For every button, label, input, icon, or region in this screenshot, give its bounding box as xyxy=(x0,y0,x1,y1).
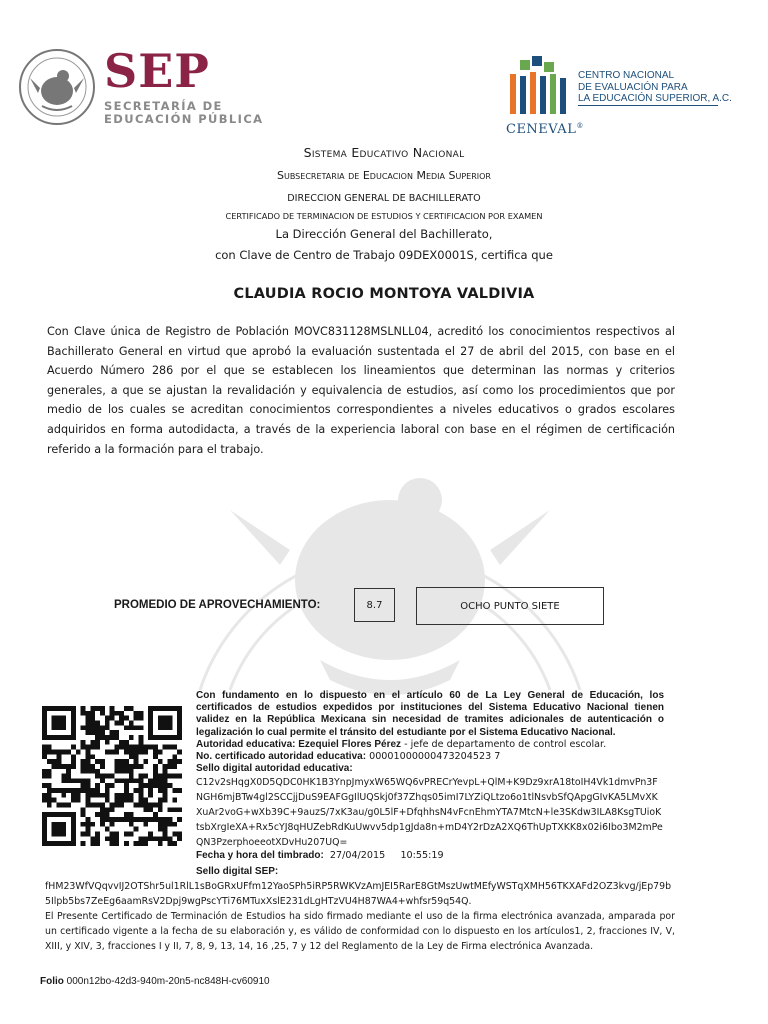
registered-mark: ® xyxy=(576,122,584,130)
folio-row xyxy=(40,976,270,987)
ceneval-logo-mark xyxy=(502,54,574,116)
no-certificado-value: 00001000000473204523 7 xyxy=(366,751,501,763)
folio-value: 000n12bo-42d3-940m-20n5-nc848H-cv60910 xyxy=(63,976,270,987)
ceneval-logo-word xyxy=(506,122,584,137)
legal-block xyxy=(196,690,664,863)
sep-logo-title: SEP xyxy=(104,44,210,98)
folio-label: Folio xyxy=(40,976,64,987)
no-certificado-label: No. certificado autoridad educativa: xyxy=(196,751,367,763)
heading-certifica: con Clave de Centro de Trabajo 09DEX0001S, certifica que xyxy=(215,248,553,262)
sello-autoridad-label: Sello digital autoridad educativa: xyxy=(196,763,353,775)
mexican-coat-of-arms-seal xyxy=(18,48,96,126)
sello-sep-label: Sello digital SEP: xyxy=(196,866,279,877)
ceneval-name-line-1: CENTRO NACIONAL xyxy=(578,70,675,81)
sello-autoridad-value: C12v2sHqgX0D5QDC0HK1B3YnpJmyxW65WQ6vPRECrYevpL+QlM+K9Dz9xrA18toIH4Vk1dmvPn3FNGH6mjBTw4gl2SCCjjDuS9EAFGgIlUQSkj0f37Zhqs05imI7LYZiQLtzo6o1tlNsvbSfQApgGIvKA5LMvXKXuAr2voG+wXb39C+9auzS/7xK3au/g0L5lF+DfqhhsN4vFcnEhmYTA7MtcN+le3SKdw3ILA8KsgTUioKtsbXrgIeXA+Rx5cYJ8qHUZebRdKuUwvv5dp1gJda8n+mD4Y2rDzA2XQ6ThUpTXKK8x02i6Ibo3M2mPeQN3PzerphoeeotXDvHu207UQ= xyxy=(196,777,663,849)
heading-issuer: La Dirección General del Bachillerato, xyxy=(275,227,493,241)
autoridad-educativa-row xyxy=(196,739,664,751)
fundamento-legal-text: Con fundamento en lo dispuesto en el artículo 60 de La Ley General de Educación, los certificados de estudios expedidos por instituciones del Sistema Educativo Nacional tienen validez en la República Mexicana sin necesidad de tramites adicionales de autenticación o legalización lo cual permite el tránsito del estudiante por el Sistema Educativo Nacional. xyxy=(196,690,664,738)
no-certificado-row xyxy=(196,751,664,763)
sep-subtitle-line-1: SECRETARÍA DE xyxy=(104,99,223,113)
student-name: CLAUDIA ROCIO MONTOYA VALDIVIA xyxy=(233,286,535,302)
heading-subsecretaria: Subsecretaria de Educacion Media Superior xyxy=(277,169,491,182)
ceneval-name-line-2: DE EVALUACIÓN PARA xyxy=(578,81,688,93)
heading-direccion-general: DIRECCION GENERAL DE BACHILLERATO xyxy=(287,193,481,204)
sello-autoridad-label-row xyxy=(196,763,664,775)
certificate-body-text: Con Clave única de Registro de Población MOVC831128MSLNLL04, acreditó los conocimientos respectivos al Bachillerato General en virtud que aprobó la evaluación sustentada el 27 de abril del 2015, con base en el Acuerdo Número 286 por el que se establecen los lineamientos que determinan las normas y criterios generales, a que se ajustan la revalidación y equivalencia de estudios, así como los procedimientos que por medio de los cuales se acreditan conocimientos correspondientes a niveles educativos o grados escolares adquiridos en forma autodidacta, a través de la experiencia laboral con base en el régimen de certificación referido a la formación para el trabajo. xyxy=(47,325,675,456)
sep-logo-subtitle xyxy=(104,100,263,126)
autoridad-label: Autoridad educativa: Ezequiel Flores Pérez xyxy=(196,738,402,750)
ceneval-word: CENEVAL xyxy=(506,122,577,137)
fecha-timbrado-row xyxy=(196,850,664,862)
sello-sep-value: fHM23WfVQqvvIJ2OTShr5ul1RlL1sBoGRxUFfm12YaoSPh5iRP5RWKVzAmJEI5RarE8GtMszUwtMEfyWSTqXMH56TKXAFd2OZ3kvg/jEp79b5Ilpb5bs7ZeEg6aamRsV2Dpj9wgPscYTi76MTuxXslE231dLgHTzVU4H87WA4+whfsr59q54Q. xyxy=(45,881,672,907)
heading-sistema-educativo: Sistema Educativo Nacional xyxy=(303,145,465,160)
promedio-words-box: OCHO PUNTO SIETE xyxy=(416,587,604,625)
firma-electronica-text: El Presente Certificado de Terminación de Estudios ha sido firmado mediante el uso de la firma electrónica avanzada, amparada por un certificado vigente a la fecha de su elaboración y, es válido de conformidad con lo dispuesto en los artículos1, 2, fracciones IV, V, XIII, y XIV, 3, fracciones I y II, 7, 8, 9, 13, 14, 16 ,25, 7 y 12 del Reglamento de la Ley de Firma electrónica Avanzada. xyxy=(45,911,675,952)
fecha-timbrado-label: Fecha y hora del timbrado: xyxy=(196,850,324,862)
ceneval-full-name xyxy=(578,70,732,105)
heading-certificado-type: CERTIFICADO DE TERMINACION DE ESTUDIOS Y CERTIFICACION POR EXAMEN xyxy=(225,211,543,221)
qr-modules xyxy=(42,706,182,846)
fecha-timbrado-value: 27/04/2015 10:55:19 xyxy=(323,850,444,862)
qr-code xyxy=(42,706,182,846)
autoridad-value: - jefe de departamento de control escolar. xyxy=(401,738,607,750)
promedio-value-box: 8.7 xyxy=(354,588,395,622)
promedio-label: PROMEDIO DE APROVECHAMIENTO: xyxy=(114,599,321,611)
sep-subtitle-line-2: EDUCACIÓN PÚBLICA xyxy=(104,112,264,126)
ceneval-underline xyxy=(578,105,718,106)
ceneval-name-line-3: LA EDUCACIÓN SUPERIOR, A.C. xyxy=(578,93,732,104)
